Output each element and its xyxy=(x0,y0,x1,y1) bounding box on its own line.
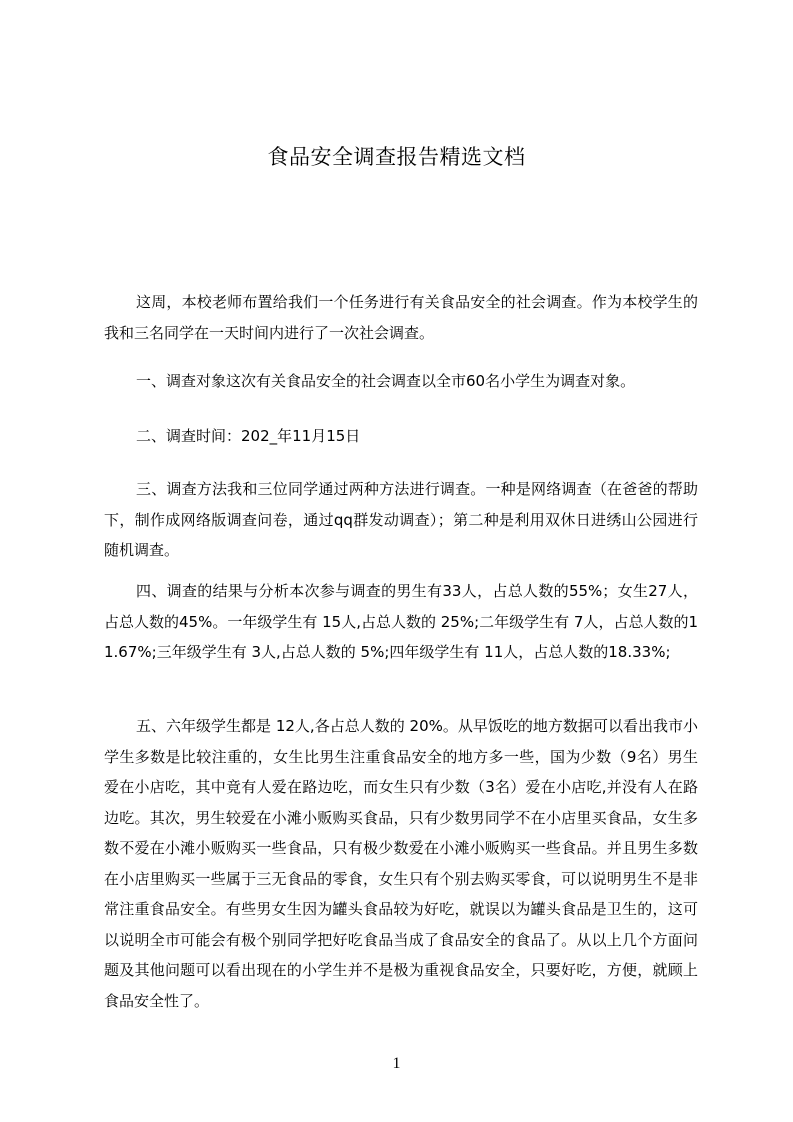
paragraph-grade-findings: 五、六年级学生都是 12人,各占总人数的 20%。从早饭吃的地方数据可以看出我市小学生多数是比较注重的，女生比男生注重食品安全的地方多一些，国为少数（9名）男生爱在小店吃，其中竟有人爱在路边吃，而女生只有少数（3名）爱在小店吃,并没有人在路边吃。其次，男生较爱在小滩小贩购买食品，只有少数男同学不在小店里买食品，女生多数不爱在小滩小贩购买一些食品，只有极少数爱在小滩小贩购买一些食品。并且男生多数在小店里购买一些属于三无食品的零食，女生只有个别去购买零食，可以说明男生不是非常注重食品安全。有些男女生因为罐头食品较为好吃，就误以为罐头食品是卫生的，这可以说明全市可能会有极个别同学把好吃食品当成了食品安全的食品了。从以上几个方面问题及其他问题可以看出现在的小学生并不是极为重视食品安全，只要好吃，方便，就顾上食品安全性了。 xyxy=(104,717,698,1010)
paragraph-survey-method: 三、调查方法我和三位同学通过两种方法进行调查。一种是网络调查（在爸爸的帮助下，制作成网络版调查问卷，通过qq群发动调查）；第二种是利用双休日进绣山公园进行随机调查。 xyxy=(104,480,698,559)
paragraph-survey-time: 二、调查时间：202_年11月15日 xyxy=(136,427,361,445)
paragraph-results-analysis: 四、调查的结果与分析本次参与调查的男生有33人，占总人数的55%；女生27人，占总人数的45%。一年级学生有 15人,占总人数的 25%;二年级学生有 7人，占总人数的11.67%;三年级学生有 3人,占总人数的 5%;四年级学生有 11人，占总人数的18.33%; xyxy=(104,582,698,661)
paragraph-survey-subject: 一、调查对象这次有关食品安全的社会调查以全市60名小学生为调查对象。 xyxy=(136,372,636,390)
paragraph-intro: 这周，本校老师布置给我们一个任务进行有关食品安全的社会调查。作为本校学生的我和三名同学在一天时间内进行了一次社会调查。 xyxy=(104,293,698,342)
page-number: 1 xyxy=(392,1055,401,1072)
document-title: 食品安全调查报告精选文档 xyxy=(267,145,526,169)
